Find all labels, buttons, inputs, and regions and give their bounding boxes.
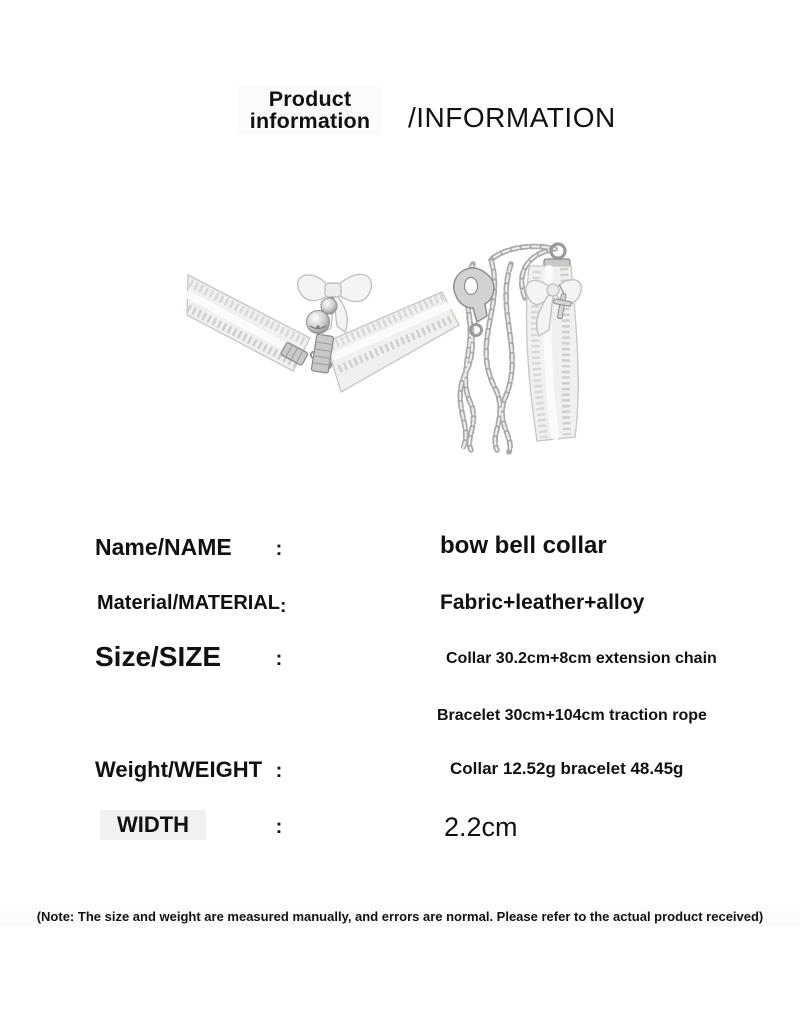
spec-colon: :	[279, 596, 287, 617]
page-title	[238, 86, 382, 135]
page-title-line1: Product	[268, 87, 352, 111]
spec-colon: :	[275, 760, 283, 782]
spec-value-width: 2.2cm	[444, 812, 518, 842]
spec-label-name: Name/NAME	[95, 534, 232, 560]
spec-label-width: WIDTH	[100, 810, 206, 840]
spec-colon: :	[275, 538, 283, 560]
spec-label-weight: Weight/WEIGHT	[95, 757, 263, 782]
page-subtitle: /INFORMATION	[408, 102, 616, 133]
spec-colon: :	[275, 648, 283, 670]
spec-value-name: bow bell collar	[440, 532, 607, 559]
spec-colon: :	[275, 816, 283, 838]
page-title-line2: information	[249, 109, 371, 133]
product-photo	[175, 238, 615, 463]
spec-value-size-bracelet: Bracelet 30cm+104cm traction rope	[437, 707, 707, 724]
spec-label-material: Material/MATERIAL:	[97, 592, 287, 617]
spec-label-size: Size/SIZE	[95, 641, 222, 672]
collar-illustration	[187, 274, 459, 392]
spec-value-weight: Collar 12.52g bracelet 48.45g	[450, 759, 684, 778]
spec-value-material: Fabric+leather+alloy	[440, 591, 645, 614]
footer-note: (Note: The size and weight are measured manually, and errors are normal. Please refer to the actual product received)	[0, 906, 800, 927]
spec-value-size-collar: Collar 30.2cm+8cm extension chain	[446, 650, 717, 667]
bracelet-illustration	[526, 244, 581, 441]
